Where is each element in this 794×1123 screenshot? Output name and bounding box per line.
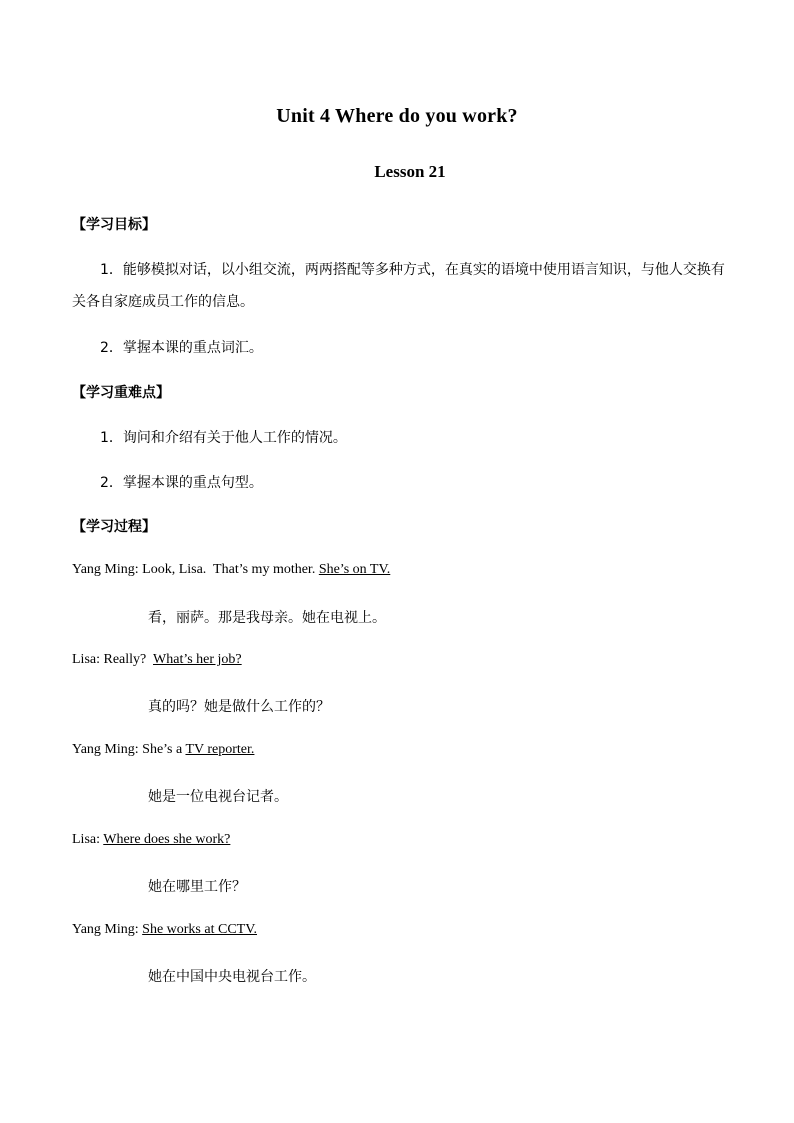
dialogue-line bbox=[72, 832, 230, 848]
objective-1-line-2: 关各自家庭成员工作的信息。 bbox=[72, 294, 254, 310]
keypoint-2: 2．掌握本课的重点句型。 bbox=[100, 475, 263, 491]
dialogue-translation: 她是一位电视台记者。 bbox=[148, 789, 288, 805]
dialogue-line bbox=[72, 562, 390, 578]
objective-1-line-1: 1．能够模拟对话，以小组交流，两两搭配等多种方式，在真实的语境中使用语言知识，与他人交换有 bbox=[100, 262, 725, 278]
keypoint-1: 1．询问和介绍有关于他人工作的情况。 bbox=[100, 430, 347, 446]
dialogue-translation: 她在中国中央电视台工作。 bbox=[148, 969, 316, 985]
dialogue-translation: 她在哪里工作？ bbox=[148, 879, 246, 895]
dialogue-text: Look, Lisa. That’s my mother. bbox=[138, 562, 319, 577]
dialogue-key-phrase: What’s her job? bbox=[153, 652, 242, 667]
dialogue-translation: 真的吗？她是做什么工作的？ bbox=[148, 699, 330, 715]
objective-2: 2．掌握本课的重点词汇。 bbox=[100, 340, 263, 356]
section-heading-keypoints: 【学习重难点】 bbox=[72, 385, 170, 401]
section-heading-objectives: 【学习目标】 bbox=[72, 217, 156, 233]
speaker-name: Lisa: bbox=[72, 832, 100, 847]
dialogue-text: Really? bbox=[100, 652, 154, 667]
dialogue-line bbox=[72, 652, 242, 668]
speaker-name: Yang Ming: bbox=[72, 922, 139, 937]
speaker-name: Lisa: bbox=[72, 652, 100, 667]
page-title: Unit 4 Where do you work? bbox=[276, 105, 518, 127]
lesson-subtitle: Lesson 21 bbox=[374, 162, 446, 181]
dialogue-text: She’s a bbox=[138, 742, 186, 757]
dialogue-translation: 看，丽萨。那是我母亲。她在电视上。 bbox=[148, 610, 386, 626]
speaker-name: Yang Ming: bbox=[72, 742, 139, 757]
speaker-name: Yang Ming: bbox=[72, 562, 139, 577]
dialogue-line bbox=[72, 742, 254, 758]
dialogue-key-phrase: She works at CCTV. bbox=[142, 922, 258, 937]
dialogue-line bbox=[72, 922, 257, 938]
section-heading-process: 【学习过程】 bbox=[72, 519, 156, 535]
dialogue-key-phrase: Where does she work? bbox=[103, 832, 231, 847]
dialogue-key-phrase: TV reporter. bbox=[185, 742, 255, 757]
dialogue-key-phrase: She’s on TV. bbox=[318, 562, 391, 577]
